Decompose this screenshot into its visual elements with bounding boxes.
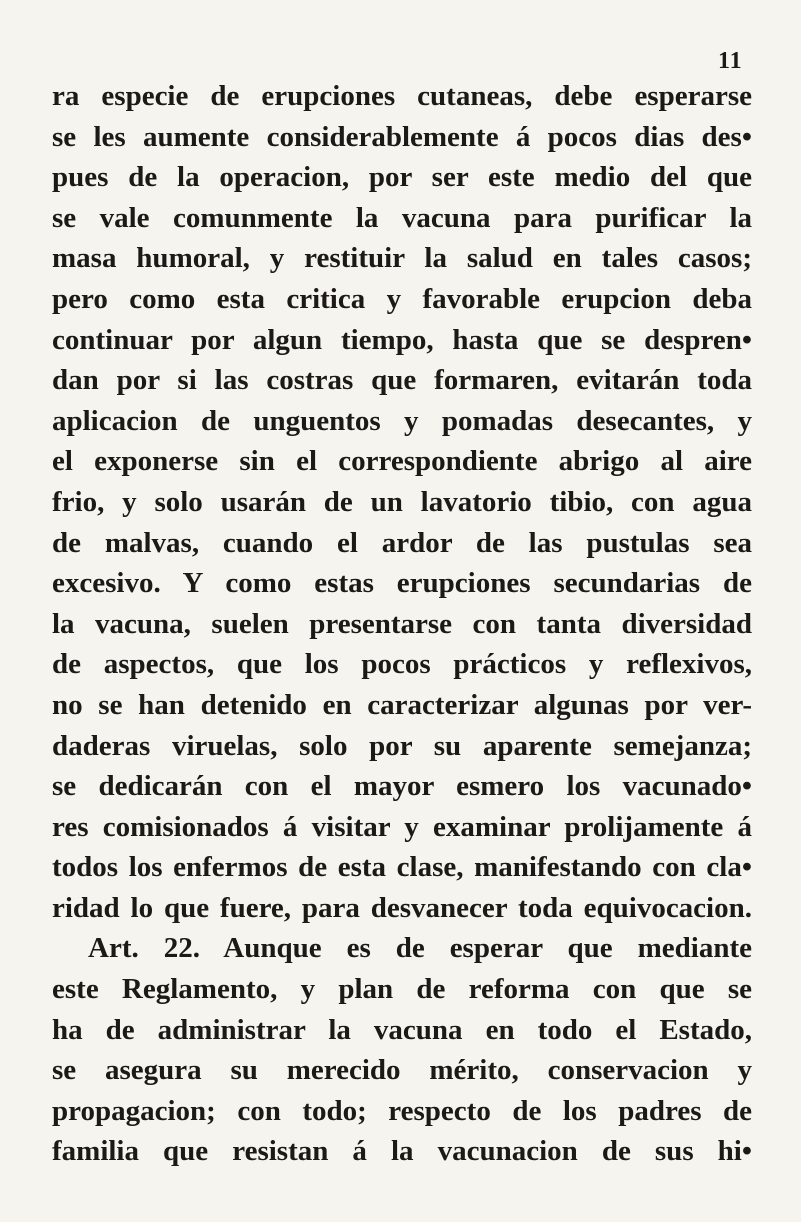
text-line: res comisionados á visitar y examinar prolijamente á xyxy=(52,810,752,843)
text-line: familia que resistan á la vacunacion de sus hi• xyxy=(52,1135,752,1168)
text-line: no se han detenido en caracterizar algunas por ver- xyxy=(52,688,752,721)
text-line: frio, y solo usarán de un lavatorio tibio, con agua xyxy=(52,485,752,518)
article-heading-line: Art. 22. Aunque es de esperar que mediante xyxy=(88,932,752,965)
text-line: se les aumente considerablemente á pocos dias des• xyxy=(52,120,752,153)
body-text xyxy=(52,76,752,1172)
text-line: ha de administrar la vacuna en todo el Estado, xyxy=(52,1013,752,1046)
text-line: pero como esta critica y favorable erupcion deba xyxy=(52,282,752,315)
text-line: masa humoral, y restituir la salud en tales casos; xyxy=(52,242,752,275)
text-line: continuar por algun tiempo, hasta que se despren• xyxy=(52,323,752,356)
text-line: se asegura su merecido mérito, conservacion y xyxy=(52,1054,752,1087)
text-line: de aspectos, que los pocos prácticos y reflexivos, xyxy=(52,648,752,681)
text-line: excesivo. Y como estas erupciones secundarias de xyxy=(52,567,752,600)
text-line: dan por si las costras que formaren, evitarán toda xyxy=(52,364,752,397)
text-line: todos los enfermos de esta clase, manifestando con cla• xyxy=(52,851,752,884)
text-line: pues de la operacion, por ser este medio del que xyxy=(52,161,752,194)
page-number: 11 xyxy=(718,48,743,74)
text-line: se dedicarán con el mayor esmero los vacunado• xyxy=(52,770,752,803)
text-line: ridad lo que fuere, para desvanecer toda equivocacion. xyxy=(52,891,752,924)
text-line: de malvas, cuando el ardor de las pustulas sea xyxy=(52,526,752,559)
text-line: el exponerse sin el correspondiente abrigo al aire xyxy=(52,445,752,478)
text-line: aplicacion de unguentos y pomadas desecantes, y xyxy=(52,404,752,437)
text-line: este Reglamento, y plan de reforma con que se xyxy=(52,973,752,1006)
text-line: la vacuna, suelen presentarse con tanta diversidad xyxy=(52,607,752,640)
text-line: propagacion; con todo; respecto de los padres de xyxy=(52,1094,752,1127)
text-line: se vale comunmente la vacuna para purificar la xyxy=(52,201,752,234)
text-line: daderas viruelas, solo por su aparente semejanza; xyxy=(52,729,752,762)
text-line: ra especie de erupciones cutaneas, debe esperarse xyxy=(52,80,752,112)
